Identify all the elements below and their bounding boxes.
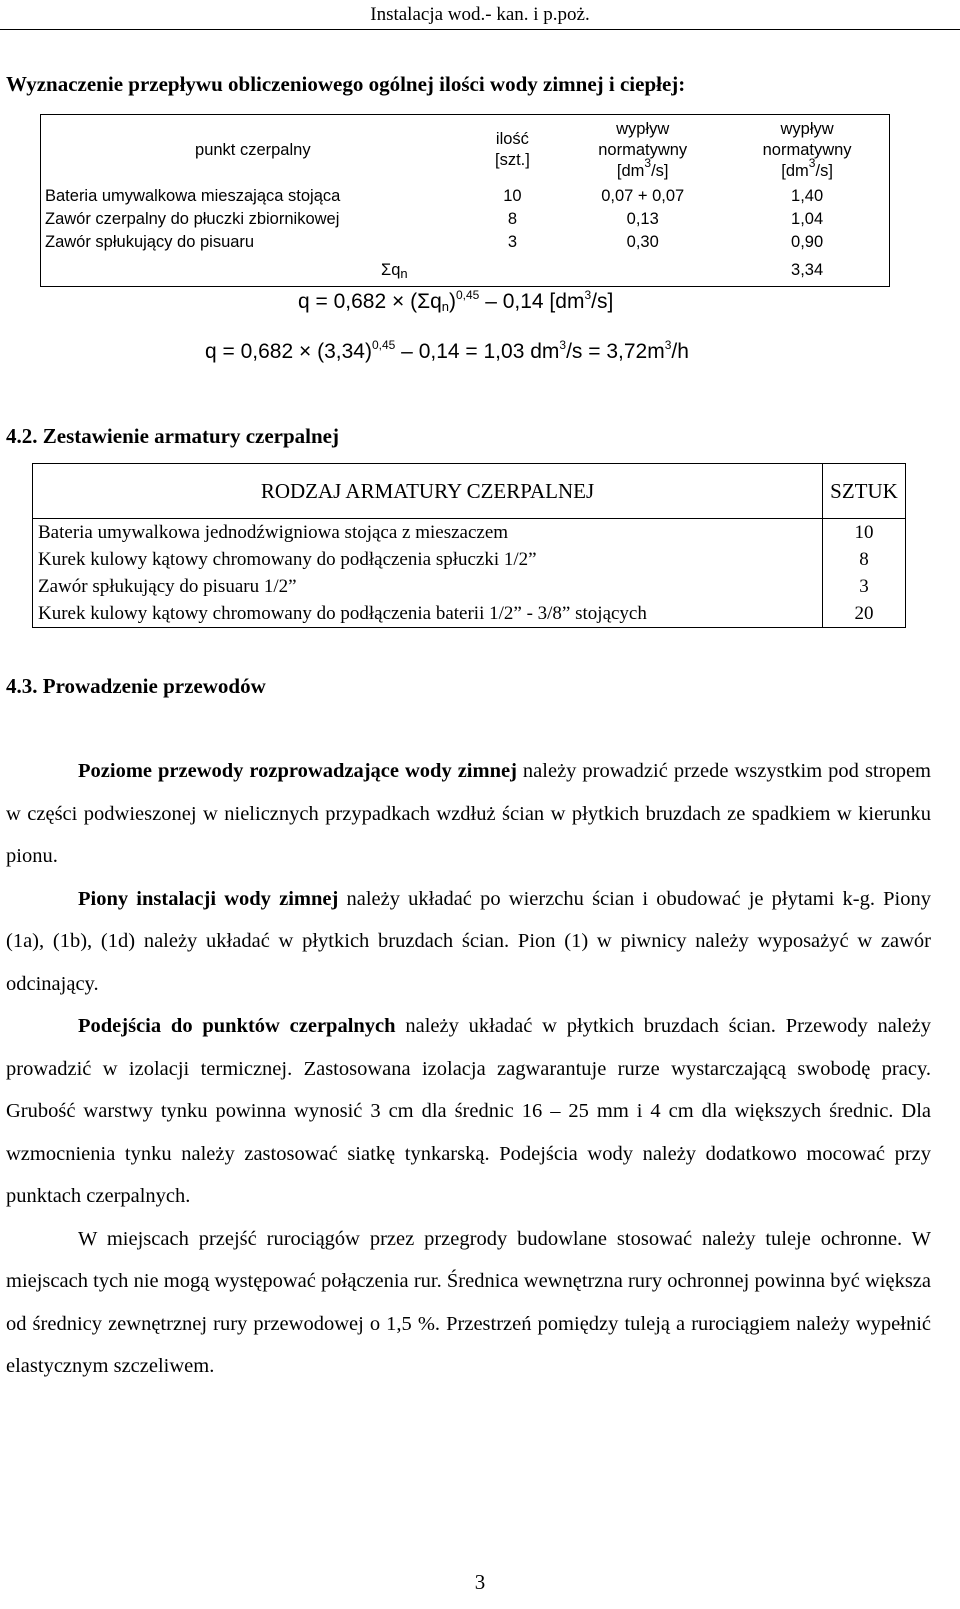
paragraph-lead: Poziome przewody rozprowadzające wody zimnej bbox=[78, 760, 517, 782]
row-total: 1,04 bbox=[791, 210, 824, 228]
fixture-name: Kurek kulowy kątowy chromowany do podłączenia spłuczki 1/2” bbox=[38, 549, 537, 570]
paragraph-lead: Piony instalacji wody zimnej bbox=[78, 887, 339, 910]
fixture-count: 10 bbox=[823, 519, 906, 547]
header-total: wypływ normatywny $[dm^3/s]$ bbox=[762, 119, 852, 180]
header-count: SZTUK bbox=[823, 464, 906, 519]
sum-row bbox=[41, 254, 890, 287]
paragraph-risers: Piony instalacji wody zimnej należy układać po wierzchu ścian i obudować je płytami k-g. Piony (1a), (1b), (1d) należy układać w płytkich bruzdach ścian. Pion (1) w piwnicy należy wyposażyć w zawór odcinający. bbox=[6, 887, 931, 995]
header-qty: ilość [szt.] bbox=[495, 130, 530, 169]
formula-result: $q = 0,682 \times (3,34)^{0,45} - 0,14 = 1,03$ $dm^3/s = 3,72m^3/h$ bbox=[205, 338, 689, 363]
sum-value: 3,34 bbox=[791, 260, 824, 279]
pipes-body bbox=[6, 750, 931, 1388]
fixtures-table-header bbox=[33, 464, 906, 519]
header-fixture-type: RODZAJ ARMATURY CZERPALNEJ bbox=[33, 464, 823, 519]
fixture-name: Kurek kulowy kątowy chromowany do podłączenia baterii 1/2” - 3/8” stojących bbox=[38, 603, 647, 624]
fixtures-table bbox=[32, 463, 906, 628]
row-norm: 0,13 bbox=[626, 210, 659, 228]
row-qty: 3 bbox=[507, 233, 518, 251]
fixture-name: Bateria umywalkowa jednodźwigniowa stojąca z mieszaczem bbox=[38, 522, 509, 543]
row-norm: 0,07 + 0,07 bbox=[601, 187, 685, 205]
fixtures-section-title: 4.2. Zestawienie armatury czerpalnej bbox=[6, 424, 339, 448]
pipes-section-title: 4.3. Prowadzenie przewodów bbox=[6, 674, 266, 698]
fixture-count: 3 bbox=[823, 573, 906, 600]
table-row bbox=[41, 231, 890, 254]
fixture-name: Zawór spłukujący do pisuaru 1/2” bbox=[38, 576, 297, 597]
fixture-count: 8 bbox=[823, 546, 906, 573]
row-qty: 10 bbox=[503, 187, 522, 205]
fixture-count: 20 bbox=[823, 600, 906, 628]
paragraph-horizontal-pipes: Poziome przewody rozprowadzające wody zimnej należy prowadzić przede wszystkim pod stropem w części podwieszonej w nielicznych przypadkach wzdłuż ścian w płytkich bruzdach ze spadkiem w kierunku pionu. bbox=[6, 760, 931, 867]
table-row bbox=[33, 519, 906, 547]
paragraph-lead: Podejścia do punktów czerpalnych bbox=[78, 1015, 396, 1037]
row-norm: 0,30 bbox=[626, 233, 659, 251]
table-row bbox=[41, 185, 890, 208]
table-row bbox=[41, 208, 890, 231]
flow-table bbox=[40, 114, 890, 287]
header-divider bbox=[0, 29, 960, 30]
row-qty: 8 bbox=[507, 210, 518, 228]
row-name: Zawór czerpalny do płuczki zbiornikowej bbox=[45, 210, 340, 228]
page-header: Instalacja wod.- kan. i p.poż. bbox=[370, 4, 590, 25]
row-name: Bateria umywalkowa mieszająca stojąca bbox=[45, 187, 341, 205]
flow-table-header bbox=[41, 115, 890, 186]
row-total: 0,90 bbox=[791, 233, 824, 251]
header-norm: wypływ normatywny $[dm^3/s]$ bbox=[598, 119, 688, 180]
header-point: punkt czerpalny bbox=[195, 140, 311, 159]
sum-label: $\Sigma q_n$ bbox=[381, 260, 408, 281]
paragraph-sleeves: W miejscach przejść rurociągów przez przegrody budowlane stosować należy tuleje ochronne. W miejscach tych nie mogą występować połączenia rur. Średnica wewnętrzna rury ochronnej powinna być większa od średnicy zewnętrznej rury przewodowej o 1,5 %. Przestrzeń pomiędzy tuleją a rurociągiem należy wypełnić elastycznym szczeliwem. bbox=[6, 1227, 931, 1377]
formula-general: $q = 0,682 \times (\Sigma q_n)^{0,45} - 0,14$ $[dm^3/s]$ bbox=[298, 288, 614, 314]
table-row bbox=[33, 600, 906, 628]
flow-section-title: Wyznaczenie przepływu obliczeniowego ogólnej ilości wody zimnej i ciepłej: bbox=[6, 72, 686, 96]
table-row bbox=[33, 573, 906, 600]
table-row bbox=[33, 546, 906, 573]
paragraph-connections: Podejścia do punktów czerpalnych należy układać w płytkich bruzdach ścian. Przewody należy prowadzić w izolacji termicznej. Zastosowana izolacja zagwarantuje rurze wystarczającą swobodę pracy. Grubość warstwy tynku powinna wynosić 3 cm dla średnic 16 – 25 mm i 4 cm dla większych średnic. Dla wzmocnienia tynku należy zastosować siatkę tynkarską. Podejścia wody należy dodatkowo mocować przy punktach czerpalnych. bbox=[6, 1015, 931, 1207]
row-total: 1,40 bbox=[791, 187, 824, 205]
page-number: 3 bbox=[474, 1570, 486, 1594]
row-name: Zawór spłukujący do pisuaru bbox=[45, 233, 255, 251]
